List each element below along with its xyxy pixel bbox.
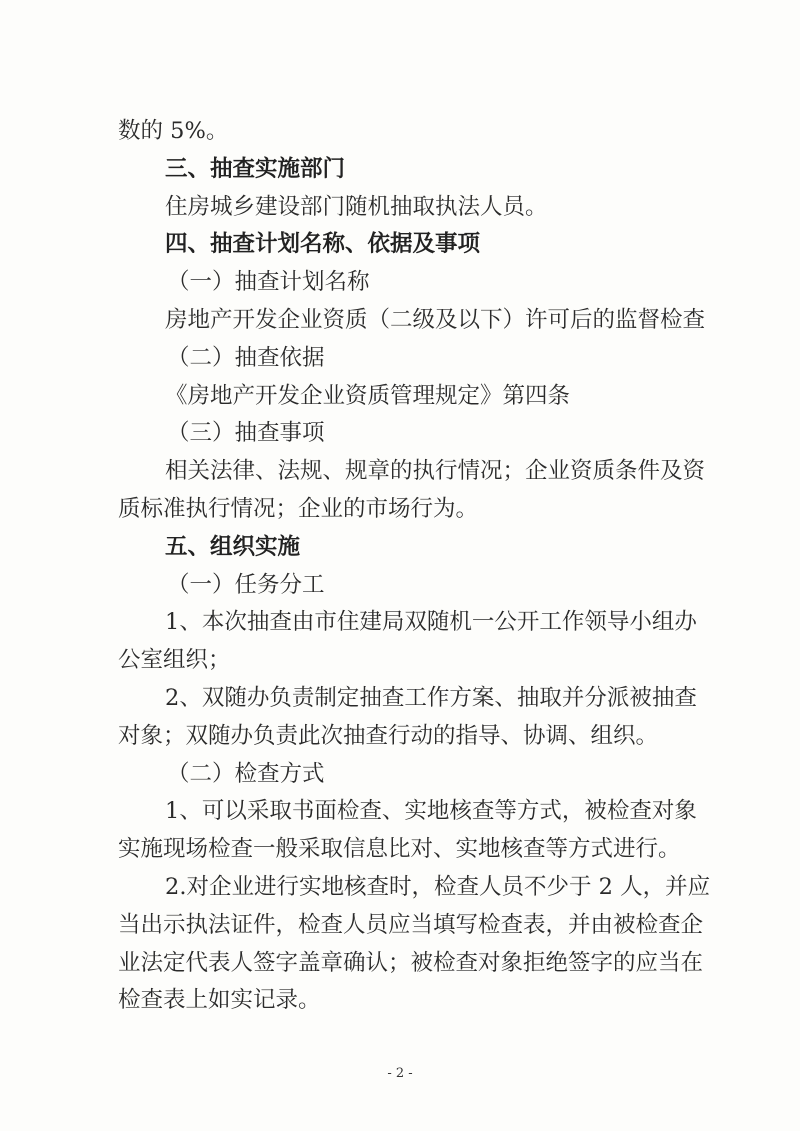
subheading: （二）抽查依据 <box>167 344 325 371</box>
paragraph-line: 检查表上如实记录。 <box>118 987 321 1014</box>
section-heading-3: 三、抽查实施部门 <box>165 155 346 182</box>
paragraph-line: 质标准执行情况；企业的市场行为。 <box>118 495 479 522</box>
section-heading-4: 四、抽查计划名称、依据及事项 <box>165 231 481 258</box>
paragraph-line: 2.对企业进行实地核查时，检查人员不少于 2 人，并应 <box>165 873 711 900</box>
paragraph-line: 相关法律、法规、规章的执行情况；企业资质条件及资 <box>165 458 706 485</box>
paragraph-line: 实施现场检查一般采取信息比对、实地核查等方式进行。 <box>118 836 681 863</box>
paragraph-line: 数的 5%。 <box>118 118 229 144</box>
paragraph-line: 当出示执法证件，检查人员应当填写检查表，并由被检查企 <box>118 911 704 938</box>
paragraph-line: 《房地产开发企业资质管理规定》第四条 <box>165 382 571 409</box>
subheading: （三）抽查事项 <box>167 420 325 447</box>
subheading: （二）检查方式 <box>167 760 325 787</box>
subheading: （一）抽查计划名称 <box>167 269 370 296</box>
paragraph-line: 业法定代表人签字盖章确认；被检查对象拒绝签字的应当在 <box>118 949 704 976</box>
paragraph-line: 1、本次抽查由市住建局双随机一公开工作领导小组办 <box>165 609 697 636</box>
paragraph-line: 1、可以采取书面检查、实地核查等方式，被检查对象 <box>165 798 697 825</box>
paragraph-line: 住房城乡建设部门随机抽取执法人员。 <box>165 193 548 220</box>
paragraph-line: 房地产开发企业资质（二级及以下）许可后的监督检查 <box>165 306 706 333</box>
page-number: - 2 - <box>387 1066 413 1081</box>
document-body <box>118 113 711 1020</box>
paragraph-line: 2、双随办负责制定抽查工作方案、抽取并分派被抽查 <box>165 684 697 711</box>
subheading: （一）任务分工 <box>167 571 325 598</box>
section-heading-5: 五、组织实施 <box>165 533 301 560</box>
paragraph-line: 公室组织； <box>118 647 231 674</box>
paragraph-line: 对象；双随办负责此次抽查行动的指导、协调、组织。 <box>118 722 659 749</box>
